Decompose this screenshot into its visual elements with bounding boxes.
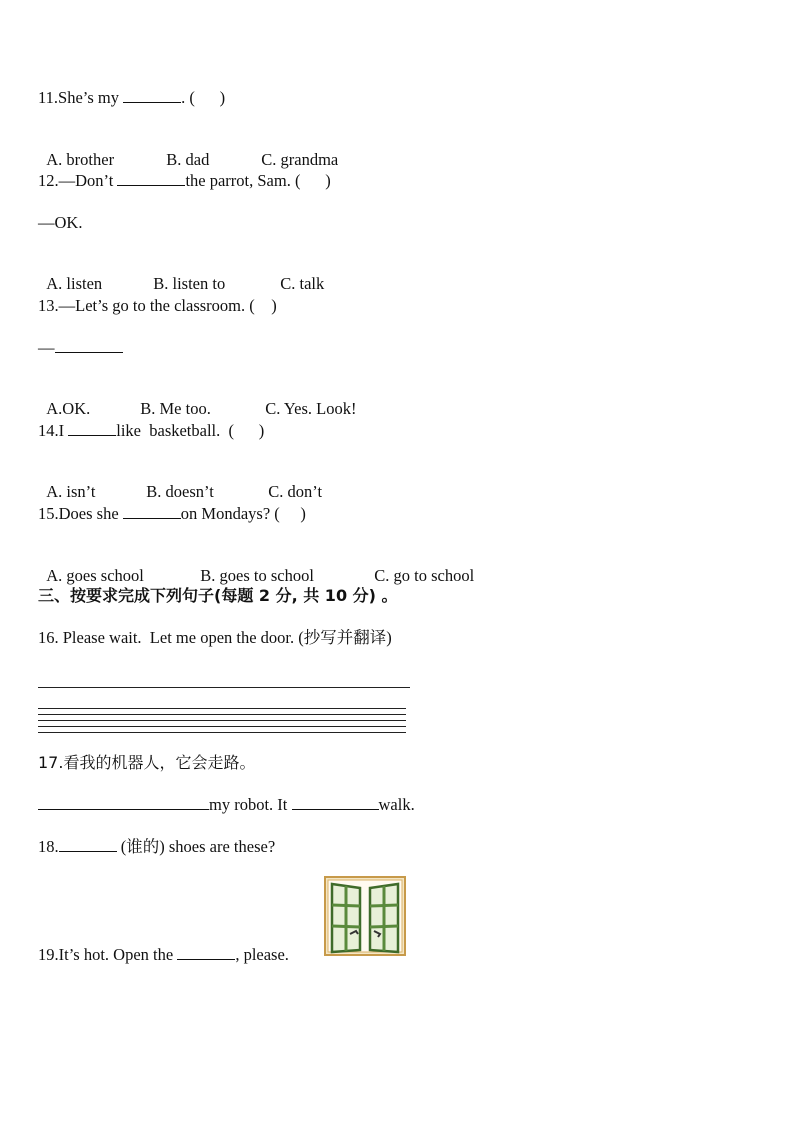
question-16: 16. Please wait. Let me open the door. (抄写并翻译) <box>38 628 392 647</box>
option-c[interactable]: C. Yes. Look! <box>265 399 357 418</box>
option-a[interactable]: A. listen <box>46 274 103 293</box>
writing-line[interactable] <box>38 714 406 715</box>
question-14 <box>38 421 264 441</box>
answer-blank[interactable] <box>292 795 379 810</box>
section-heading: 三、按要求完成下列句子(每题 2 分, 共 10 分) 。 <box>38 586 398 605</box>
question-14-stem-end: like basketball. ( ) <box>116 421 265 440</box>
writing-line[interactable] <box>38 687 410 688</box>
option-b[interactable]: B. listen to <box>153 274 226 293</box>
question-12-stem: 12.—Don’t <box>38 171 118 190</box>
question-19-stem-end: , please. <box>235 945 289 964</box>
answer-blank[interactable] <box>38 795 209 810</box>
writing-line[interactable] <box>38 726 406 727</box>
question-14-stem: 14.I <box>38 421 69 440</box>
question-18 <box>38 837 275 857</box>
question-17: 17.看我的机器人，它会走路。 <box>38 753 256 772</box>
writing-line[interactable] <box>38 708 406 709</box>
question-15-stem: 15.Does she <box>38 504 123 523</box>
question-13: 13.—Let’s go to the classroom. ( ) <box>38 296 277 315</box>
answer-blank[interactable] <box>123 504 181 519</box>
question-15-stem-end: on Mondays? ( ) <box>180 504 306 523</box>
question-19 <box>38 945 289 965</box>
question-11 <box>38 88 225 108</box>
question-18-stem: (谁的) shoes are these? <box>116 837 276 856</box>
option-c[interactable]: C. go to school <box>374 566 475 585</box>
option-a[interactable]: A. isn’t <box>46 482 96 501</box>
option-b[interactable]: B. dad <box>166 150 210 169</box>
writing-line[interactable] <box>38 720 406 721</box>
question-13-options <box>38 379 356 419</box>
question-14-options <box>38 462 322 502</box>
answer-blank[interactable] <box>55 338 123 353</box>
question-11-stem-end: . ( ) <box>181 88 226 107</box>
question-19-stem: 19.It’s hot. Open the <box>38 945 178 964</box>
question-15 <box>38 504 306 524</box>
writing-line[interactable] <box>38 732 406 733</box>
answer-blank[interactable] <box>123 88 181 103</box>
question-12-options <box>38 254 324 294</box>
option-b[interactable]: B. doesn’t <box>146 482 214 501</box>
answer-blank[interactable] <box>177 945 235 960</box>
option-a[interactable]: A. goes school <box>46 566 144 585</box>
question-12 <box>38 171 331 191</box>
question-11-stem: 11.She’s my <box>38 88 124 107</box>
question-17-text: my robot. It <box>209 795 292 814</box>
question-17-answer <box>38 795 415 815</box>
answer-blank[interactable] <box>117 171 185 186</box>
option-b[interactable]: B. goes to school <box>200 566 314 585</box>
question-18-number: 18. <box>38 837 59 856</box>
answer-blank[interactable] <box>68 421 116 436</box>
question-17-text-end: walk. <box>378 795 415 814</box>
question-11-options <box>38 130 338 170</box>
window-picture-icon <box>324 876 406 956</box>
window-svg <box>324 876 406 956</box>
option-b[interactable]: B. Me too. <box>140 399 211 418</box>
question-12-stem-end: the parrot, Sam. ( ) <box>185 171 331 190</box>
answer-blank[interactable] <box>59 837 117 852</box>
option-c[interactable]: C. don’t <box>268 482 323 501</box>
question-13-reply <box>38 338 123 358</box>
option-c[interactable]: C. talk <box>280 274 325 293</box>
question-15-options <box>38 546 474 586</box>
option-a[interactable]: A. brother <box>46 150 115 169</box>
option-a[interactable]: A.OK. <box>46 399 91 418</box>
question-12-reply: —OK. <box>38 213 83 232</box>
reply-dash: — <box>38 338 55 357</box>
option-c[interactable]: C. grandma <box>261 150 339 169</box>
